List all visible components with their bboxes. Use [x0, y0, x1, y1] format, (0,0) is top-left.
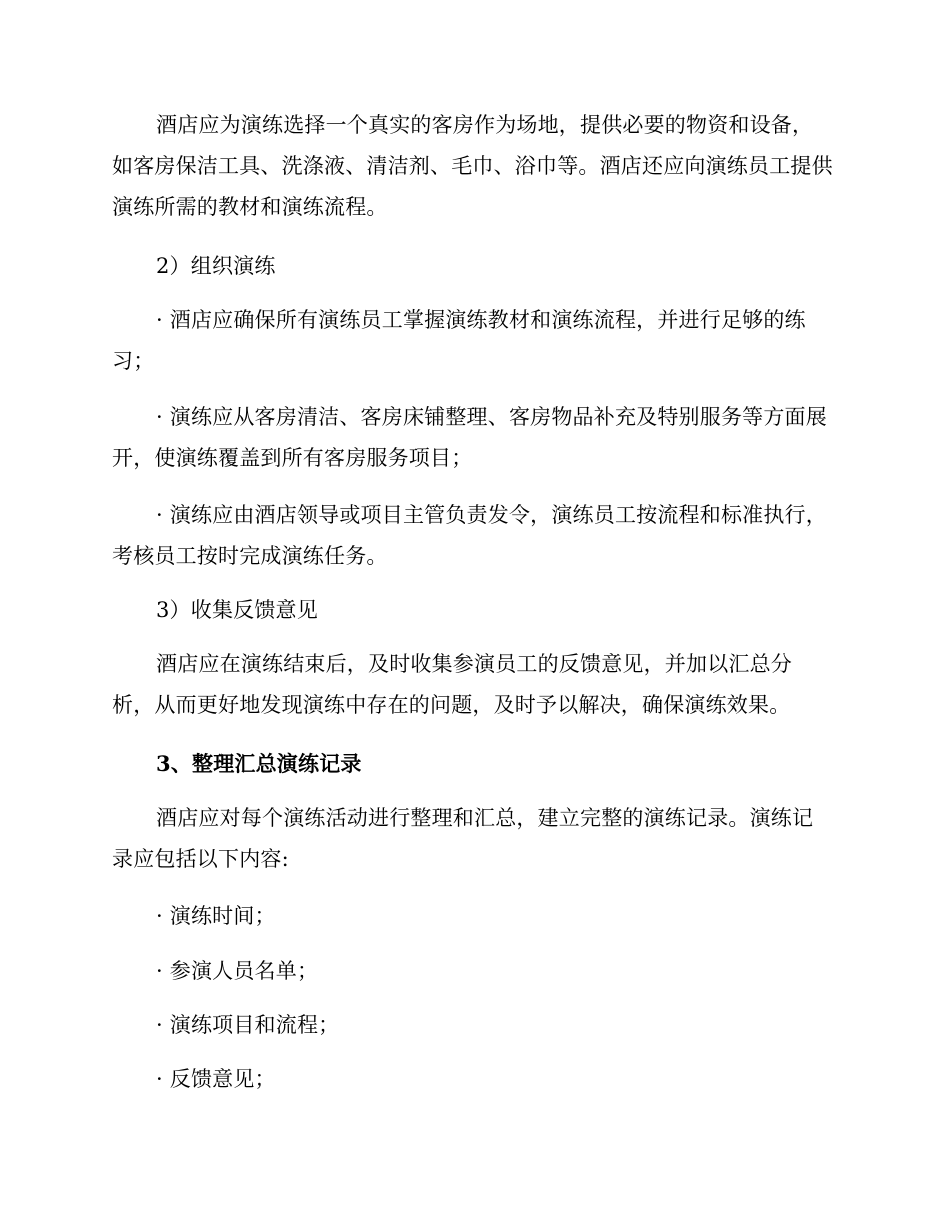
paragraph-venue-preparation: 酒店应为演练选择一个真实的客房作为场地，提供必要的物资和设备，如客房保洁工具、洗涤液、清洁剂、毛巾、浴巾等。酒店还应向演练员工提供演练所需的教材和演练流程。 [112, 113, 833, 219]
heading-collect-feedback: 3）收集反馈意见 [156, 598, 318, 622]
heading-organize-records: 3、整理汇总演练记录 [156, 751, 362, 776]
list-item-participant-list: · 参演人员名单； [156, 959, 319, 983]
paragraph-record-contents: 酒店应对每个演练活动进行整理和汇总，建立完整的演练记录。演练记录应包括以下内容: [112, 806, 814, 871]
list-item-drill-items: · 演练项目和流程； [156, 1013, 340, 1037]
heading-organize-drill: 2）组织演练 [156, 254, 276, 278]
bullet-drill-scope: · 演练应从客房清洁、客房床铺整理、客房物品补充及特别服务等方面展开，使演练覆盖到所有客房服务项目； [112, 405, 827, 470]
list-item-feedback: · 反馈意见； [156, 1067, 276, 1091]
paragraph-feedback-analysis: 酒店应在演练结束后，及时收集参演员工的反馈意见，并加以汇总分析，从而更好地发现演练中存在的问题，及时予以解决，确保演练效果。 [112, 652, 792, 717]
list-item-drill-time: · 演练时间； [156, 904, 276, 928]
bullet-master-materials: · 酒店应确保所有演练员工掌握演练教材和演练流程，并进行足够的练习； [112, 308, 806, 373]
bullet-drill-command: · 演练应由酒店领导或项目主管负责发令，演练员工按流程和标准执行，考核员工按时完成演练任务。 [112, 503, 827, 568]
